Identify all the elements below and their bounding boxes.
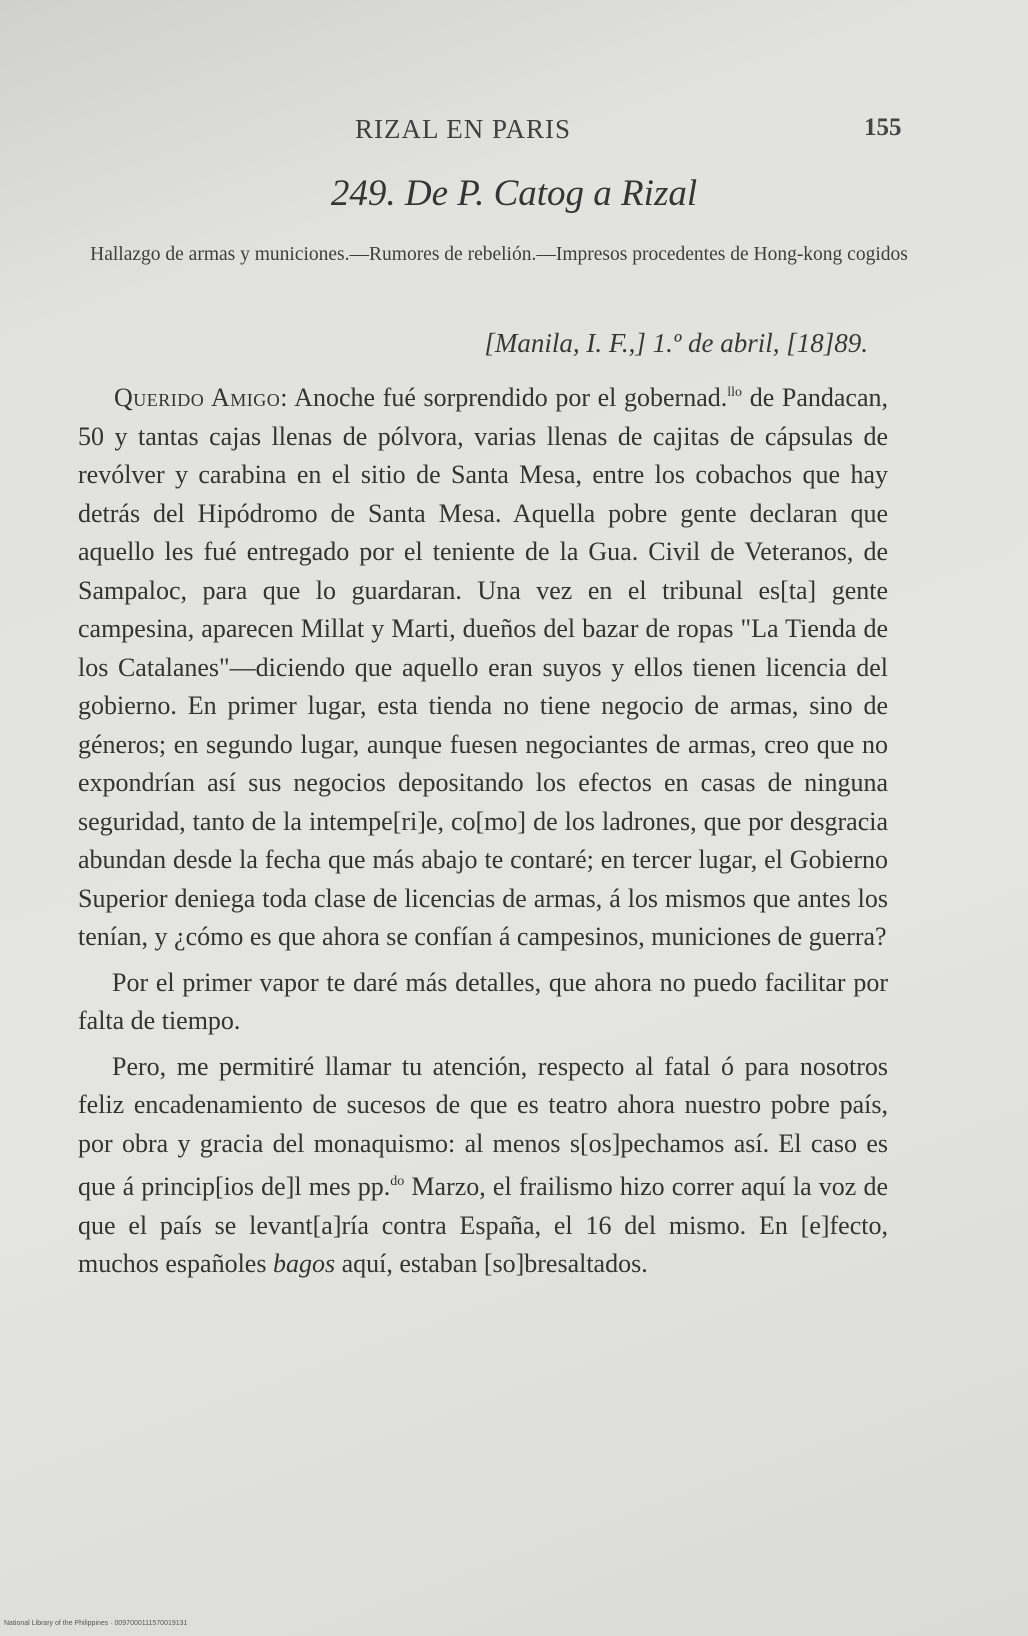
- paragraph-1: [78, 374, 888, 957]
- paragraph-1-text-a: Anoche fué sorprendido por el gobernad.: [294, 383, 728, 412]
- letter-dateline: [Manila, I. F.,] 1.º de abril, [18]89.: [484, 328, 868, 358]
- letter-body: [78, 374, 888, 1291]
- running-head: RIZAL EN PARIS: [355, 114, 572, 144]
- superscript-abbreviation: do: [390, 1174, 405, 1189]
- paragraph-2: Por el primer vapor te daré más detalles, que ahora no puedo facilitar por falta de tiempo.: [78, 967, 888, 1035]
- letter-title: 249. De P. Catog a Rizal: [330, 173, 698, 214]
- italic-word: bagos: [272, 1249, 336, 1278]
- paragraph-1-text-b: de Pandacan, 50 y tantas cajas llenas de pólvora, varias llenas de cajitas de cápsulas de revólver y carabina en el sitio de Santa Mesa, entre los cobachos que hay detrás del Hipódromo de Santa Mesa. Aquella pobre gente declaran que aquello les fué entregado por el teniente de la Gua. Civil de Veteranos, de Sampaloc, para que lo guardaran. Una vez en el tribunal es[ta] gente campesina, aparecen Millat y Marti, dueños del bazar de ropas "La Tienda de los Catalanes"—diciendo que aquello eran suyos y ellos tienen licencia del gobierno. En primer lugar, esta tienda no tiene negocio de armas, sino de géneros; en segundo lugar, aunque fuesen negociantes de armas, creo que no expondrían así sus negocios depositando los efectos en casas de ninguna seguridad, tanto de la intempe[ri]e, co[mo] de los ladrones, que por desgracia abundan desde la fecha que más abajo te contaré; en tercer lugar, el Gobierno Superior deniega toda clase de licencias de armas, á los mismos que antes los tenían, y ¿cómo es que ahora se confían á campesinos, municiones de guerra?: [78, 383, 888, 951]
- letter-summary: Hallazgo de armas y municiones.—Rumores de rebelión.—Impresos procedentes de Hong-kong cogidos: [90, 244, 908, 265]
- paragraph-3: [78, 1048, 888, 1284]
- superscript-abbreviation: llo: [727, 385, 743, 400]
- paragraph-3-text-c: aquí, estaban [so]bresaltados.: [341, 1249, 648, 1278]
- salutation: Querido Amigo:: [114, 383, 288, 412]
- paragraph-3-text-b: Marzo, el frailismo hizo correr aquí la voz de que el país se levant[a]ría contra España, el 16 del mismo. En [e]fecto, muchos españoles: [78, 1172, 889, 1278]
- scan-credit: National Library of the Philippines · 0097000111570019131: [4, 1620, 188, 1627]
- paragraph-3-text-a: Pero, me permitiré llamar tu atención, respecto al fatal ó para nosotros feliz encadenamiento de sucesos de que es teatro ahora nuestro pobre país, por obra y gracia del monaquismo: al menos s[os]pechamos así. El caso es que á princip[ios de]l mes pp.: [78, 1051, 888, 1201]
- page-number: 155: [864, 114, 902, 141]
